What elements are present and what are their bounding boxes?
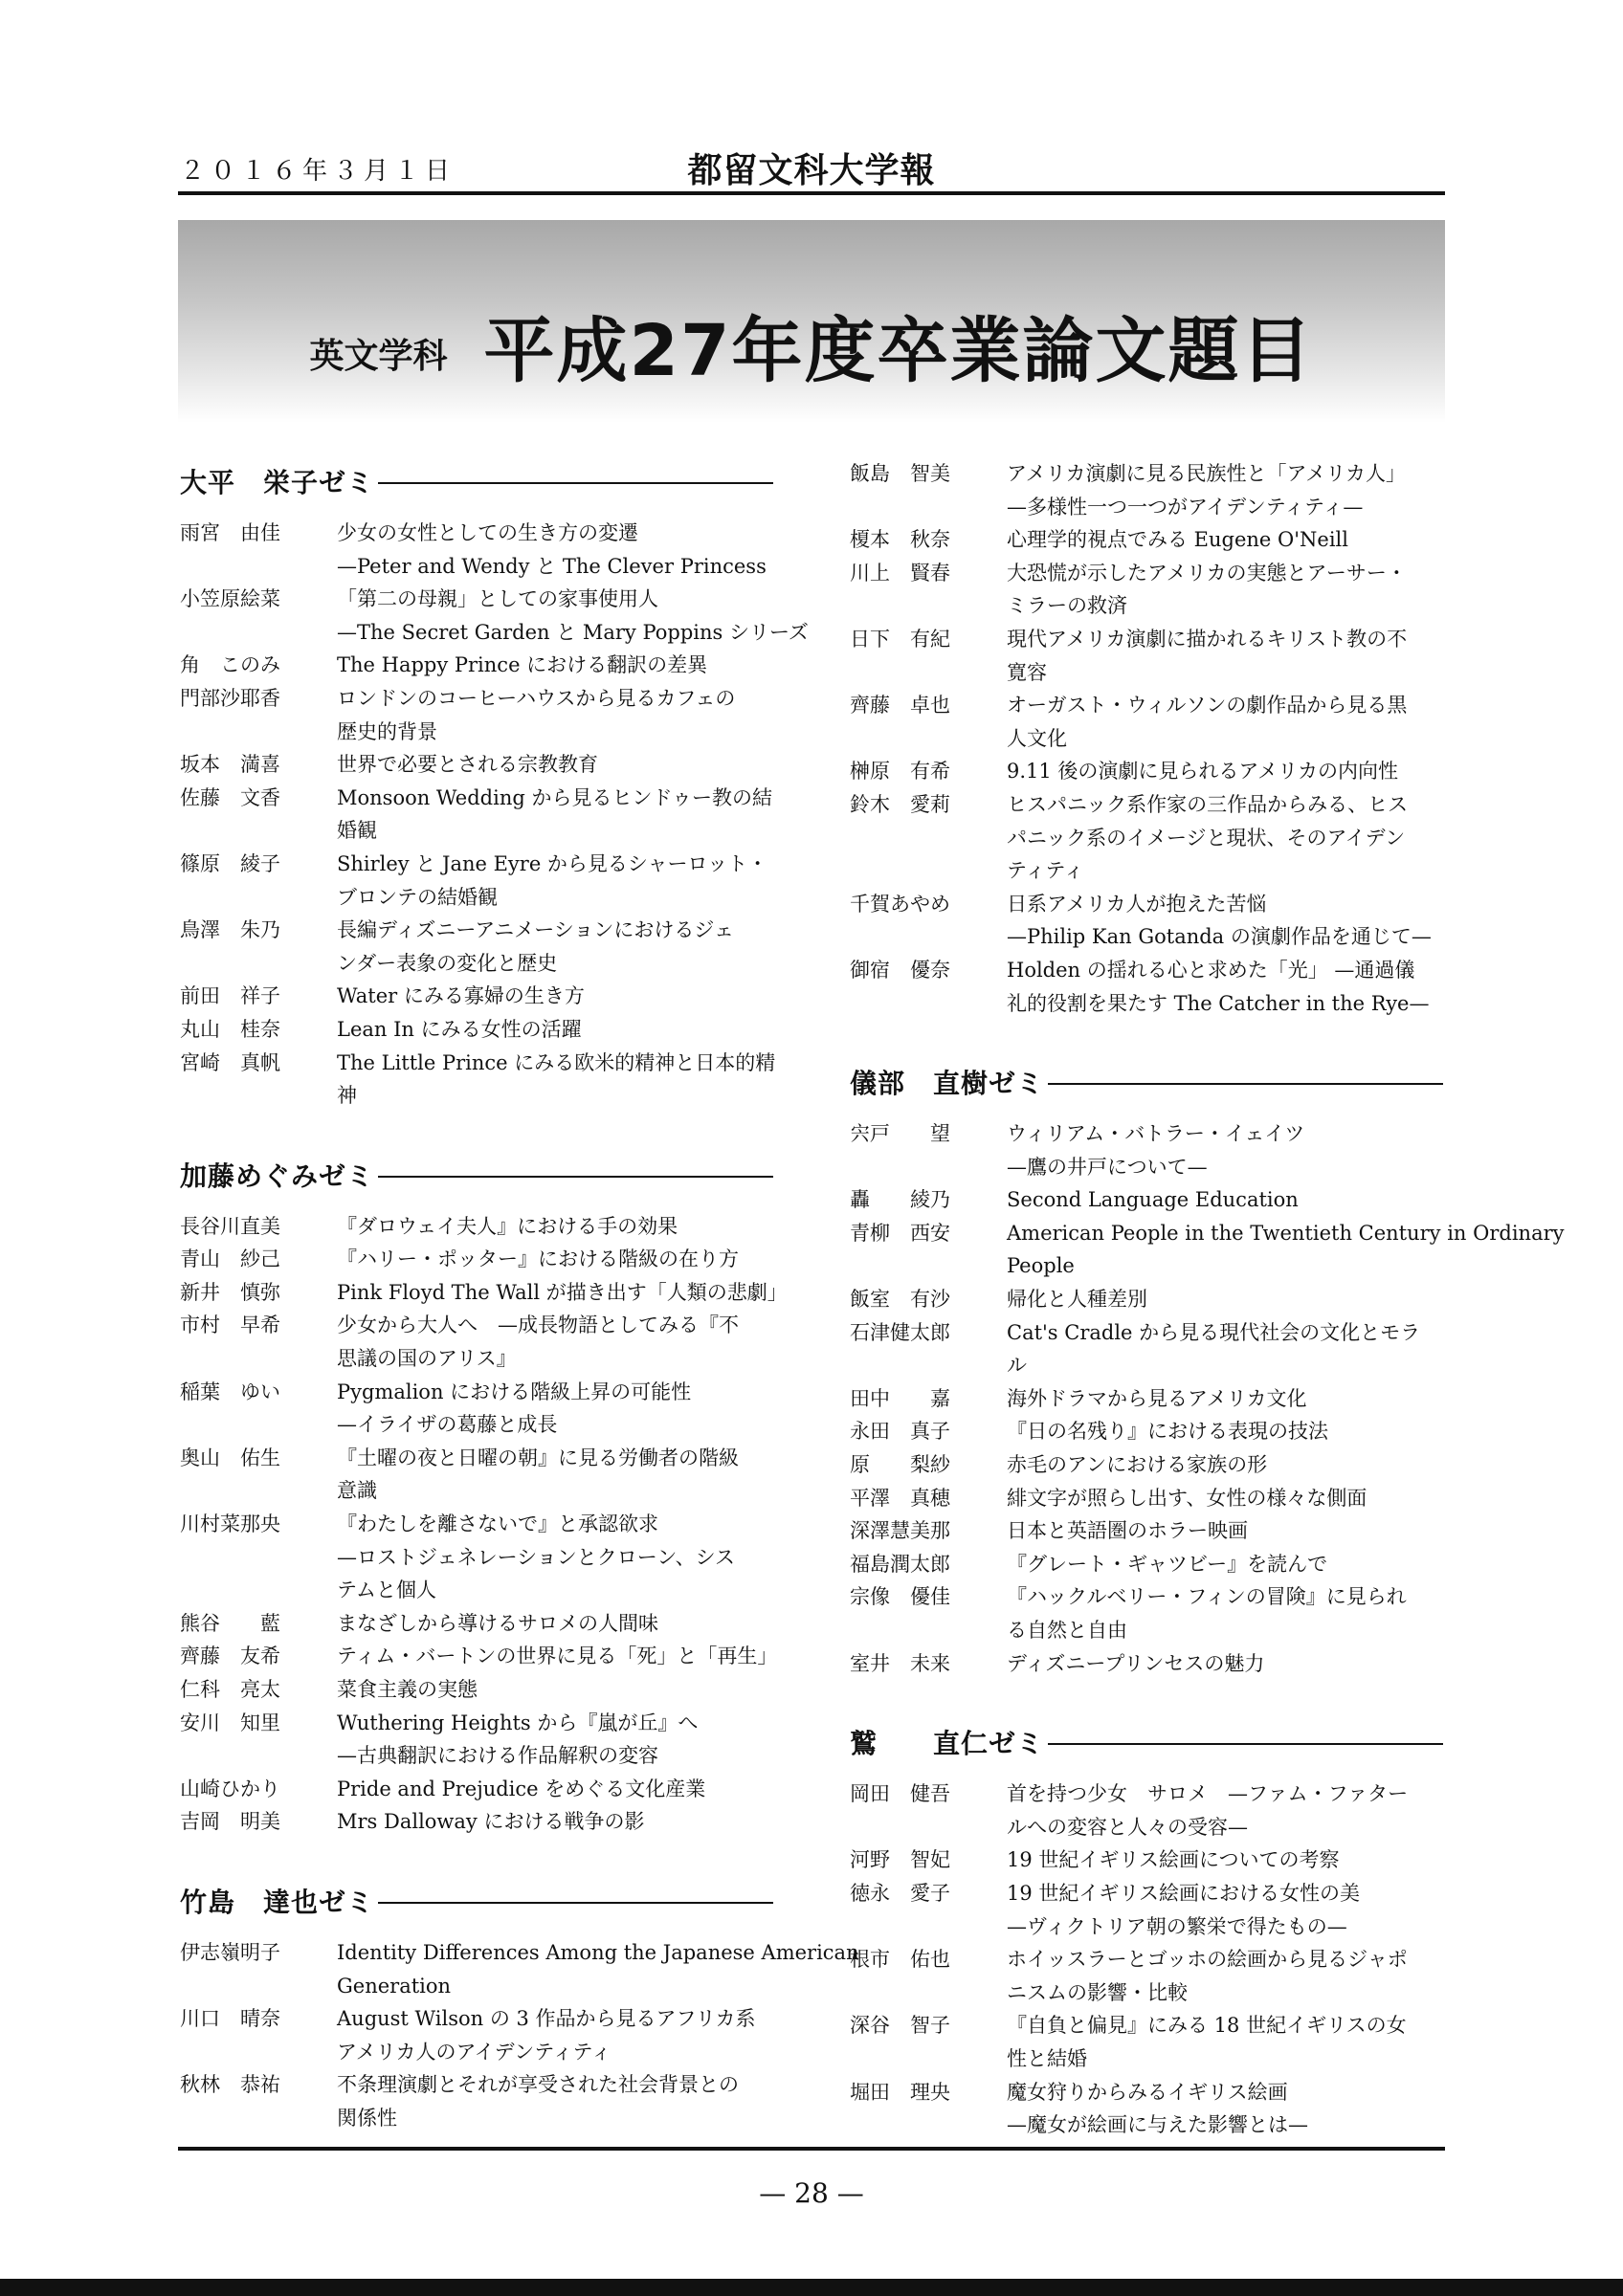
- student-name: 齊藤 友希: [180, 1645, 280, 1668]
- thesis-entry: [180, 583, 809, 649]
- seminar-name: 鷲 直仁ゼミ: [850, 1728, 1045, 1760]
- thesis-title-line: 『日の名残り』における表現の技法: [1007, 1420, 1328, 1444]
- thesis-title: [1007, 1415, 1443, 1448]
- thesis-title-line: 『グレート・ギャツビー』を読んで: [1007, 1552, 1328, 1576]
- seminar-name: 儀部 直樹ゼミ: [850, 1068, 1045, 1100]
- thesis-title-line: ニスムの影響・比較: [1007, 1980, 1188, 2004]
- student-name: 鈴木 愛莉: [850, 792, 950, 816]
- thesis-title-line: The Little Prince にみる欧米的精神と日本的精: [337, 1050, 776, 1074]
- thesis-entry: [850, 1647, 1443, 1681]
- thesis-title-line: Cat's Cradle から見る現代社会の文化とモラ: [1007, 1320, 1421, 1344]
- footer-rule: [178, 2147, 1445, 2151]
- thesis-entry: [850, 689, 1443, 755]
- thesis-title-line: ンダー表象の変化と歴史: [337, 951, 558, 975]
- student-name: 門部沙耶香: [180, 686, 280, 710]
- seminar-section: [850, 1058, 1565, 1680]
- thesis-title-line: ルへの変容と人々の受容—: [1007, 1815, 1248, 1839]
- thesis-entry: [180, 1773, 773, 1806]
- thesis-title: [337, 583, 809, 649]
- student-name: 深澤慧美那: [850, 1519, 950, 1543]
- thesis-entry: [850, 2009, 1443, 2075]
- thesis-title-line: 寛容: [1007, 660, 1047, 684]
- thesis-entry: [850, 1283, 1443, 1316]
- thesis-title: [337, 782, 773, 848]
- thesis-title-line: オーガスト・ウィルソンの劇作品から見る黒: [1007, 694, 1408, 718]
- student-name: 榎本 秋奈: [850, 528, 950, 552]
- thesis-title-line: The Happy Prince における翻訳の差異: [337, 653, 708, 677]
- title-banner: [178, 220, 1445, 423]
- thesis-title-line: —古典翻訳における作品解釈の変容: [337, 1744, 658, 1768]
- thesis-title-line: 『ハックルベリー・フィンの冒険』に見られ: [1007, 1585, 1407, 1609]
- page-number: — 28 —: [759, 2177, 864, 2209]
- thesis-title: [1007, 523, 1443, 557]
- seminar-rule: [378, 1176, 773, 1178]
- thesis-title-line: ティティ: [1007, 859, 1084, 883]
- seminar-name: 大平 栄子ゼミ: [180, 467, 375, 498]
- seminar-heading: [180, 457, 773, 505]
- thesis-title-line: ヒスパニック系作家の三作品からみる、ヒス: [1007, 792, 1409, 816]
- thesis-entry: [180, 1442, 773, 1508]
- thesis-title-line: ミラーの救済: [1007, 594, 1127, 618]
- thesis-entry: [850, 557, 1443, 623]
- thesis-title-line: Pygmalion における階級上昇の可能性: [337, 1380, 692, 1403]
- student-name: 丸山 桂奈: [180, 1017, 280, 1041]
- thesis-title-line: アメリカ演劇に見る民族性と「アメリカ人」: [1007, 462, 1407, 485]
- thesis-title-line: ディズニープリンセスの魅力: [1007, 1651, 1265, 1675]
- thesis-title: [337, 980, 773, 1013]
- student-name: 根市 佑也: [850, 1948, 950, 1972]
- seminar-rule: [1048, 1743, 1443, 1745]
- thesis-title: [337, 1013, 773, 1047]
- thesis-title-line: American People in the Twentieth Century in Ordinary: [1007, 1221, 1565, 1245]
- student-name: 宗像 優佳: [850, 1585, 950, 1609]
- thesis-title-line: 礼的役割を果たす The Catcher in the Rye—: [1007, 991, 1430, 1015]
- thesis-title-line: —多様性一つ一つがアイデンティティ—: [1007, 495, 1364, 519]
- student-name: 原 梨紗: [850, 1453, 950, 1477]
- seminar-heading: [180, 1877, 773, 1925]
- thesis-title: [1007, 1482, 1443, 1515]
- thesis-entry: [850, 457, 1443, 523]
- student-name: 長谷川直美: [180, 1214, 280, 1238]
- student-name: 熊谷 藍: [180, 1611, 280, 1635]
- thesis-title: [1007, 557, 1443, 623]
- left-column: [180, 457, 859, 2174]
- student-name: 稲葉 ゆい: [180, 1380, 280, 1403]
- thesis-title-line: —ヴィクトリア朝の繁栄で得たもの—: [1007, 1914, 1347, 1938]
- thesis-title-line: 「第二の母親」としての家事使用人: [337, 587, 658, 611]
- thesis-title-line: —イライザの葛藤と成長: [337, 1413, 558, 1437]
- student-name: 宍戸 望: [850, 1122, 950, 1146]
- student-name: 篠原 綾子: [180, 851, 280, 875]
- thesis-title-line: Holden の揺れる心と求めた「光」 —通過儀: [1007, 958, 1415, 982]
- thesis-title-line: 『ダロウェイ夫人』における手の効果: [337, 1214, 678, 1238]
- thesis-title-line: ル: [1007, 1354, 1027, 1378]
- seminar-rule: [378, 1902, 773, 1904]
- thesis-title-line: Generation: [337, 1974, 452, 1998]
- thesis-title-line: Wuthering Heights から『嵐が丘』へ: [337, 1711, 699, 1734]
- thesis-title-line: —Philip Kan Gotanda の演劇作品を通じて—: [1007, 925, 1432, 949]
- thesis-entry: [180, 1508, 773, 1607]
- thesis-title-line: る自然と自由: [1007, 1619, 1127, 1642]
- thesis-entry: [180, 1376, 773, 1442]
- thesis-title-line: 歴史的背景: [337, 719, 437, 743]
- thesis-entry: [850, 1580, 1443, 1646]
- thesis-title-line: 長編ディズニーアニメーションにおけるジェ: [337, 918, 734, 942]
- newsletter-title: 都留文科大学報: [687, 150, 936, 190]
- department-label: 英文学科: [309, 337, 448, 376]
- thesis-title-line: 神: [337, 1084, 357, 1108]
- thesis-entry: [850, 1448, 1443, 1482]
- thesis-title: [337, 1442, 773, 1508]
- thesis-title: [337, 1607, 773, 1641]
- seminar-rule: [1048, 1083, 1443, 1085]
- student-name: 堀田 理央: [850, 2080, 950, 2104]
- thesis-entry: [850, 1117, 1443, 1183]
- thesis-title-line: ウィリアム・バトラー・イェイツ: [1007, 1122, 1305, 1146]
- thesis-title: [1007, 1777, 1443, 1843]
- thesis-entry: [180, 1276, 788, 1310]
- thesis-title-line: アメリカ人のアイデンティティ: [337, 2040, 611, 2064]
- student-name: 青山 紗己: [180, 1247, 280, 1271]
- right-column: [850, 457, 1565, 2180]
- student-name: 小笠原絵菜: [180, 587, 280, 611]
- thesis-title: [1007, 1283, 1443, 1316]
- seminar-heading: [850, 1718, 1443, 1766]
- thesis-title-line: 首を持つ少女 サロメ —ファム・ファター: [1007, 1782, 1409, 1806]
- student-name: 福島潤太郎: [850, 1552, 950, 1576]
- thesis-title-line: テムと個人: [337, 1578, 436, 1602]
- page-edge-bar: [0, 2279, 1623, 2296]
- thesis-entry: [180, 1707, 773, 1773]
- seminar-heading: [180, 1151, 773, 1199]
- thesis-title: [337, 748, 773, 782]
- thesis-title: [337, 1640, 777, 1673]
- thesis-entry: [850, 1514, 1443, 1548]
- thesis-entry: [180, 1243, 773, 1276]
- thesis-entry: [850, 1183, 1443, 1217]
- thesis-title-line: 不条理演劇とそれが享受された社会背景との: [337, 2073, 739, 2097]
- thesis-title: [337, 2002, 773, 2068]
- thesis-entry: [180, 1607, 773, 1641]
- thesis-title-line: 『自負と偏見』にみる 18 世紀イギリスの女: [1007, 2014, 1407, 2038]
- student-name: 川口 晴奈: [180, 2007, 280, 2031]
- thesis-title-line: Second Language Education: [1007, 1188, 1299, 1212]
- thesis-title-line: Water にみる寡婦の生き方: [337, 984, 585, 1008]
- thesis-title-line: 緋文字が照らし出す、女性の様々な側面: [1007, 1486, 1367, 1510]
- page-title: 平成27年度卒業論文題目: [483, 310, 1314, 392]
- student-name: 平澤 真穂: [850, 1486, 950, 1510]
- thesis-title-line: 帰化と人種差別: [1007, 1288, 1147, 1312]
- thesis-title: [1007, 1843, 1443, 1877]
- thesis-entry: [180, 782, 773, 848]
- seminar-name: 加藤めぐみゼミ: [180, 1159, 375, 1192]
- thesis-entry: [850, 788, 1443, 888]
- thesis-title: [337, 649, 773, 682]
- thesis-title: [337, 2068, 773, 2134]
- thesis-title-line: —ロストジェネレーションとクローン、シス: [337, 1545, 736, 1569]
- thesis-title: [337, 1243, 773, 1276]
- thesis-entry: [850, 523, 1443, 557]
- thesis-title: [1007, 2076, 1443, 2142]
- thesis-title: [337, 682, 773, 748]
- thesis-title-line: —魔女が絵画に与えた影響とは—: [1007, 2113, 1308, 2137]
- thesis-title-line: —鷹の井戸について—: [1007, 1155, 1208, 1179]
- student-name: 坂本 満喜: [180, 753, 280, 777]
- thesis-title: [337, 1773, 773, 1806]
- student-name: 角 このみ: [180, 653, 280, 677]
- thesis-title-line: パニック系のイメージと現状、そのアイデン: [1007, 826, 1406, 850]
- thesis-title: [1007, 1117, 1443, 1183]
- thesis-entry: [850, 1843, 1443, 1877]
- thesis-entry: [850, 888, 1443, 954]
- thesis-title-line: Monsoon Wedding から見るヒンドゥー教の結: [337, 785, 772, 809]
- student-name: 榊原 有希: [850, 760, 950, 784]
- thesis-title-line: 『わたしを離さないで』と承認欲求: [337, 1512, 658, 1536]
- thesis-title-line: 『土曜の夜と日曜の朝』に見る労働者の階級: [337, 1446, 739, 1469]
- student-name: 佐藤 文香: [180, 785, 280, 809]
- thesis-entry: [180, 1640, 778, 1673]
- seminar-section: [850, 1718, 1443, 2142]
- thesis-title-line: 大恐慌が示したアメリカの実態とアーサー・: [1007, 561, 1407, 585]
- thesis-entry: [850, 1877, 1443, 1943]
- student-name: 青柳 西安: [850, 1221, 950, 1245]
- thesis-title: [1007, 954, 1443, 1020]
- thesis-title-line: 菜食主義の実態: [337, 1678, 478, 1701]
- thesis-entry: [850, 1415, 1443, 1448]
- thesis-entry: [180, 748, 773, 782]
- thesis-title: [1007, 1580, 1443, 1646]
- thesis-title: [337, 1707, 773, 1773]
- seminar-rule: [378, 482, 773, 484]
- thesis-title: [1007, 1448, 1443, 1482]
- student-name: 秋林 恭祐: [180, 2073, 280, 2097]
- thesis-title-line: 9.11 後の演劇に見られるアメリカの内向性: [1007, 760, 1398, 784]
- thesis-title-line: 世界で必要とされる宗教教育: [337, 753, 598, 777]
- student-name: 市村 早希: [180, 1314, 280, 1337]
- student-name: 御宿 優奈: [850, 958, 950, 982]
- thesis-title-line: Lean In にみる女性の活躍: [337, 1017, 582, 1041]
- thesis-title-line: ホイッスラーとゴッホの絵画から見るジャポ: [1007, 1948, 1408, 1972]
- thesis-title: [1007, 788, 1443, 888]
- thesis-title-line: 日本と英語圏のホラー映画: [1007, 1519, 1248, 1543]
- thesis-title: [1007, 1647, 1443, 1681]
- thesis-title-line: Pride and Prejudice をめぐる文化産業: [337, 1777, 706, 1800]
- student-name: 奥山 佑生: [180, 1446, 280, 1469]
- thesis-title-line: August Wilson の 3 作品から見るアフリカ系: [337, 2007, 756, 2031]
- thesis-entry: [180, 848, 773, 914]
- thesis-title-line: People: [1007, 1254, 1075, 1278]
- thesis-title-line: ブロンテの結婚観: [337, 885, 498, 909]
- thesis-title: [1007, 689, 1443, 755]
- thesis-title-line: ロンドンのコーヒーハウスから見るカフェの: [337, 686, 736, 710]
- thesis-title-line: Mrs Dalloway における戦争の影: [337, 1810, 645, 1834]
- student-name: 千賀あやめ: [850, 892, 950, 916]
- thesis-title-line: 意識: [337, 1479, 377, 1503]
- thesis-title: [337, 1276, 788, 1310]
- thesis-entry: [180, 2068, 773, 2134]
- thesis-title-line: 19 世紀イギリス絵画における女性の美: [1007, 1881, 1360, 1905]
- thesis-title-line: 性と結婚: [1007, 2046, 1087, 2070]
- thesis-entry: [180, 517, 773, 583]
- student-name: 永田 真子: [850, 1420, 950, 1444]
- thesis-entry: [850, 954, 1443, 1020]
- student-name: 岡田 健吾: [850, 1782, 950, 1806]
- thesis-title: [337, 848, 773, 914]
- thesis-entry: [180, 1673, 773, 1707]
- thesis-title: [1007, 1514, 1443, 1548]
- banner-text: [178, 295, 1445, 396]
- thesis-title: [1007, 755, 1443, 788]
- thesis-title: [337, 1210, 773, 1244]
- thesis-title-line: 少女の女性としての生き方の変遷: [337, 521, 638, 544]
- student-name: 飯島 智美: [850, 462, 950, 485]
- thesis-title-line: Identity Differences Among the Japanese American: [337, 1940, 859, 1964]
- student-name: 雨宮 由佳: [180, 521, 280, 544]
- thesis-title: [1007, 1382, 1443, 1416]
- student-name: 飯室 有沙: [850, 1288, 950, 1312]
- thesis-title: [337, 1936, 859, 2002]
- thesis-title: [1007, 1877, 1443, 1943]
- thesis-entry: [180, 2002, 773, 2068]
- thesis-title-line: 少女から大人へ —成長物語としてみる『不: [337, 1314, 739, 1337]
- thesis-title: [1007, 1548, 1443, 1581]
- thesis-entry: [850, 1548, 1443, 1581]
- thesis-entry: [180, 649, 773, 682]
- thesis-title-line: Shirley と Jane Eyre から見るシャーロット・: [337, 851, 768, 875]
- thesis-title: [1007, 2009, 1443, 2075]
- seminar-section: [180, 457, 809, 1113]
- seminar-name: 竹島 達也ゼミ: [180, 1886, 375, 1918]
- student-name: 山崎ひかり: [180, 1777, 280, 1800]
- student-name: 徳永 愛子: [850, 1881, 950, 1905]
- student-name: 室井 未来: [850, 1651, 950, 1675]
- thesis-title-line: 関係性: [337, 2106, 397, 2130]
- thesis-title-line: 19 世紀イギリス絵画についての考察: [1007, 1848, 1340, 1872]
- thesis-title: [337, 517, 773, 583]
- student-name: 川上 賢春: [850, 561, 950, 585]
- issue-date: ２０１６年３月１日: [180, 157, 456, 186]
- student-name: 前田 祥子: [180, 984, 280, 1008]
- thesis-title: [337, 914, 773, 980]
- thesis-title-line: 『ハリー・ポッター』における階級の在り方: [337, 1247, 739, 1271]
- thesis-title-line: 現代アメリカ演劇に描かれるキリスト教の不: [1007, 627, 1408, 651]
- student-name: 深谷 智子: [850, 2014, 950, 2038]
- thesis-entry: [850, 1482, 1443, 1515]
- header-rule: [178, 191, 1445, 195]
- thesis-title-line: 赤毛のアンにおける家族の形: [1007, 1453, 1268, 1477]
- student-name: 伊志嶺明子: [180, 1940, 280, 1964]
- student-name: 田中 嘉: [850, 1386, 950, 1410]
- thesis-title-line: 婚観: [337, 819, 377, 843]
- student-name: 河野 智妃: [850, 1848, 950, 1872]
- thesis-title-line: 思議の国のアリス』: [337, 1347, 517, 1371]
- thesis-title: [337, 1309, 773, 1375]
- thesis-entry: [850, 2076, 1443, 2142]
- thesis-title-line: 海外ドラマから見るアメリカ文化: [1007, 1386, 1307, 1410]
- thesis-title-line: —The Secret Garden と Mary Poppins シリーズ: [337, 620, 809, 644]
- thesis-title-line: 心理学的視点でみる Eugene O'Neill: [1007, 528, 1348, 552]
- thesis-title: [337, 1508, 773, 1607]
- student-name: 仁科 亮太: [180, 1678, 280, 1701]
- seminar-section: [850, 457, 1443, 1020]
- thesis-title: [1007, 888, 1443, 954]
- thesis-entry: [180, 1805, 773, 1839]
- thesis-title: [337, 1376, 773, 1442]
- thesis-title: [337, 1047, 775, 1113]
- thesis-title: [1007, 1217, 1565, 1283]
- thesis-entry: [850, 755, 1443, 788]
- student-name: 川村菜那央: [180, 1512, 280, 1536]
- thesis-entry: [850, 1316, 1443, 1382]
- student-name: 石津健太郎: [850, 1320, 950, 1344]
- student-name: 宮崎 真帆: [180, 1050, 280, 1074]
- student-name: 齊藤 卓也: [850, 694, 950, 718]
- thesis-entry: [850, 1217, 1565, 1283]
- student-name: 新井 慎弥: [180, 1280, 280, 1304]
- thesis-entry: [180, 1936, 859, 2002]
- thesis-title-line: ティム・バートンの世界に見る「死」と「再生」: [337, 1645, 778, 1668]
- thesis-entry: [180, 682, 773, 748]
- thesis-entry: [850, 1943, 1443, 2009]
- student-name: 轟 綾乃: [850, 1188, 950, 1212]
- student-name: 安川 知里: [180, 1711, 280, 1734]
- student-name: 吉岡 明美: [180, 1810, 280, 1834]
- seminar-heading: [850, 1058, 1443, 1106]
- thesis-title-line: Pink Floyd The Wall が描き出す「人類の悲劇」: [337, 1280, 788, 1304]
- thesis-title: [337, 1673, 773, 1707]
- thesis-entry: [850, 1382, 1443, 1416]
- thesis-entry: [850, 623, 1443, 689]
- thesis-entry: [180, 1013, 773, 1047]
- thesis-title-line: 人文化: [1007, 726, 1067, 750]
- student-name: 鳥澤 朱乃: [180, 918, 280, 942]
- thesis-entry: [180, 1210, 773, 1244]
- thesis-entry: [180, 1309, 773, 1375]
- thesis-title: [1007, 1316, 1443, 1382]
- thesis-title: [1007, 623, 1443, 689]
- thesis-entry: [850, 1777, 1443, 1843]
- thesis-title-line: —Peter and Wendy と The Clever Princess: [337, 554, 767, 578]
- thesis-title: [1007, 457, 1443, 523]
- student-name: 日下 有紀: [850, 627, 950, 651]
- thesis-entry: [180, 914, 773, 980]
- seminar-section: [180, 1877, 859, 2135]
- thesis-title: [1007, 1943, 1443, 2009]
- thesis-title-line: 魔女狩りからみるイギリス絵画: [1007, 2080, 1288, 2104]
- thesis-title: [337, 1805, 773, 1839]
- thesis-entry: [180, 980, 773, 1013]
- thesis-title: [1007, 1183, 1443, 1217]
- thesis-title-line: 日系アメリカ人が抱えた苦悩: [1007, 892, 1267, 916]
- seminar-section: [180, 1151, 788, 1839]
- thesis-title-line: まなざしから導けるサロメの人間味: [337, 1611, 658, 1635]
- thesis-entry: [180, 1047, 776, 1113]
